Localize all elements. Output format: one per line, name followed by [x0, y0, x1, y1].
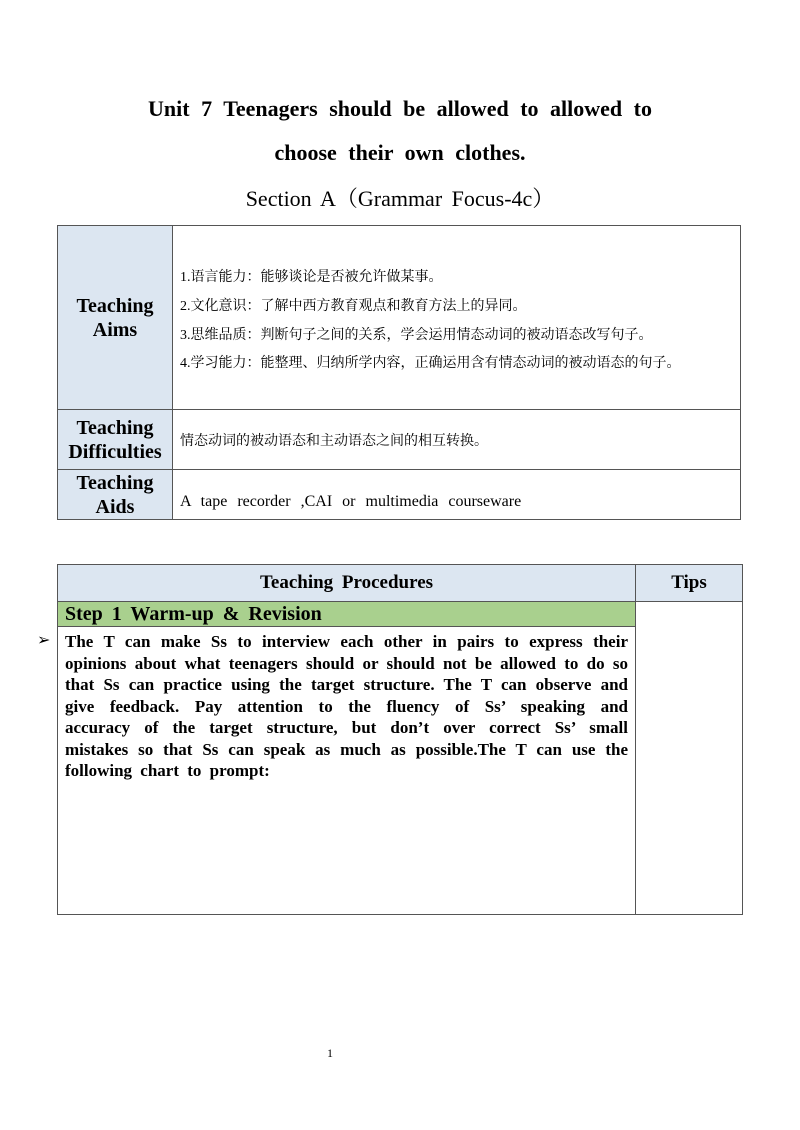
difficulties-label-line2: Difficulties	[68, 440, 162, 463]
aims-label-line1: Teaching	[76, 294, 154, 317]
document-title-line1: Unit 7 Teenagers should be allowed to allowed to	[148, 96, 652, 121]
aims-label	[58, 226, 173, 410]
aids-label-line2: Aids	[95, 495, 135, 518]
difficulties-row	[58, 410, 741, 470]
procedures-header: Teaching Procedures	[58, 565, 636, 602]
step-title-row	[58, 602, 743, 627]
aids-row	[58, 470, 741, 520]
difficulties-content: 情态动词的被动语态和主动语态之间的相互转换。	[173, 410, 741, 470]
aids-label-line1: Teaching	[76, 471, 154, 494]
teaching-info-table	[57, 225, 741, 520]
aim-item: 2.文化意识：了解中西方教育观点和教育方法上的异同。	[180, 299, 527, 314]
aim-item: 4.学习能力：能整理、归纳所学内容，正确运用含有情态动词的被动语态的句子。	[180, 356, 681, 371]
section-subtitle: Section A（Grammar Focus-4c）	[245, 186, 555, 211]
aims-label-line2: Aims	[92, 318, 138, 341]
difficulties-label	[58, 410, 173, 470]
aim-item: 1.语言能力：能够谈论是否被允许做某事。	[180, 270, 443, 285]
page-number: 1	[327, 1046, 333, 1060]
aids-label	[58, 470, 173, 520]
procedures-table	[57, 564, 743, 915]
aims-content	[173, 226, 741, 410]
aims-row	[58, 226, 741, 410]
difficulties-label-line1: Teaching	[76, 416, 154, 439]
bullet-arrow-icon: ➢	[37, 630, 51, 649]
aim-item: 3.思维品质：判断句子之间的关系，学会运用情态动词的被动语态改写句子。	[180, 328, 653, 343]
step-title: Step 1 Warm-up & Revision	[58, 602, 636, 627]
aids-content: A tape recorder ,CAI or multimedia courseware	[173, 470, 741, 520]
tips-header: Tips	[636, 565, 743, 602]
step-body: The T can make Ss to interview each other in pairs to express their opinions about what teenagers should or should not be allowed to do so that Ss can practice using the target structure. The T can observe and give feedback. Pay attention to the fluency of Ss’ speaking and accuracy of the target structure, but don’t over correct Ss’ small mistakes so that Ss can speak as much as possible.The T can use the following chart to prompt:	[58, 627, 636, 915]
procedures-header-row	[58, 565, 743, 602]
document-title-line2: choose their own clothes.	[274, 140, 526, 165]
tips-cell	[636, 602, 743, 915]
